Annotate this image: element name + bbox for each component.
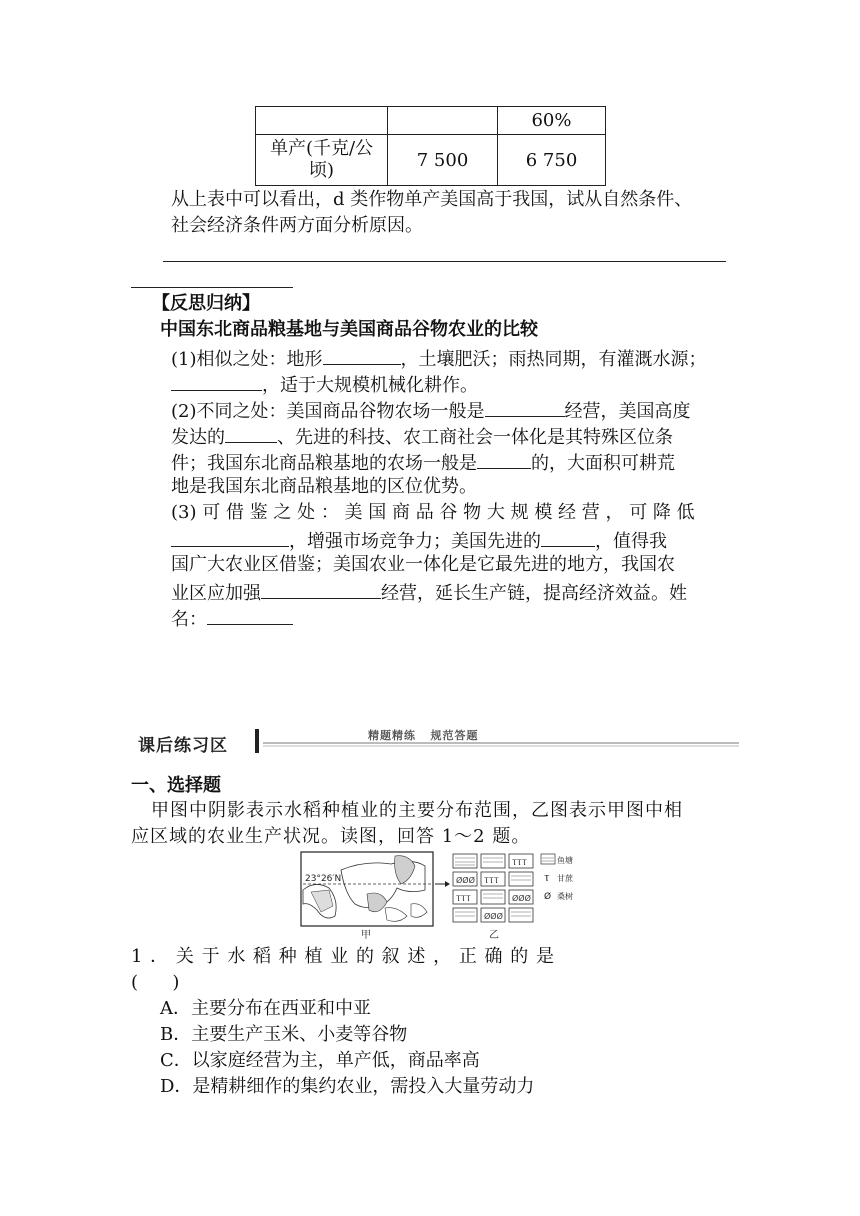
text-span: 、先进的科技、农工商社会一体化是其特殊区位条 <box>277 427 673 448</box>
reflection-line <box>171 578 687 607</box>
section-label: 课后练习区 <box>138 736 228 756</box>
reflection-line: (3) 可 借 鉴 之 处 ： 美 国 商 品 谷 物 大 规 模 经 营 ， 可 降 低 <box>171 502 695 523</box>
svg-text:ⲦⲦⲦ: ⲦⲦⲦ <box>512 858 527 867</box>
reflection-line <box>171 448 675 477</box>
text-span: 经营，美国高度 <box>564 401 691 422</box>
text-span: ，值得我 <box>595 531 667 552</box>
crop-yield-table <box>255 106 606 186</box>
fill-blank[interactable] <box>477 448 531 469</box>
name-blank[interactable] <box>207 604 293 625</box>
yield-label-line2: 顷) <box>308 160 335 181</box>
text-span: ，适于大规模机械化耕作。 <box>262 375 478 396</box>
svg-text:ⲦⲦⲦ: ⲦⲦⲦ <box>456 894 471 903</box>
answer-line <box>131 287 293 288</box>
reflection-line <box>171 396 691 425</box>
banner-divider <box>255 729 259 753</box>
option-b[interactable]: B．主要生产玉米、小麦等谷物 <box>160 1024 408 1045</box>
section-tagline: 精题精练 规范答题 <box>368 729 479 742</box>
grid-yi <box>453 854 533 922</box>
table-row <box>256 107 606 135</box>
caption-yi: 乙 <box>489 930 499 941</box>
yield-label-line1: 单产(千克/公 <box>269 138 374 159</box>
fill-blank[interactable] <box>541 526 595 547</box>
yield-value-usa: 6 750 <box>498 135 606 186</box>
reflection-title: 中国东北商品粮基地与美国商品谷物农业的比较 <box>160 319 538 340</box>
arrow-head-icon <box>445 881 450 887</box>
table-cell <box>256 107 388 135</box>
option-c[interactable]: C．以家庭经营为主，单产低，商品率高 <box>160 1050 480 1071</box>
question-line: 社会经济条件两方面分析原因。 <box>171 215 423 236</box>
legend-label: 桑树 <box>557 892 573 901</box>
fill-blank[interactable] <box>485 396 565 417</box>
lat-label: 23°26′N <box>305 874 342 884</box>
text-span: (1)相似之处：地形 <box>171 349 323 370</box>
svg-text:ØØØ: ØØØ <box>512 894 531 903</box>
text-span: 发达的 <box>171 427 225 448</box>
yield-label-cell <box>256 135 388 186</box>
fill-blank[interactable] <box>261 578 381 599</box>
reflection-line <box>171 422 673 451</box>
mulberry-icon: Ø <box>544 892 552 902</box>
question-line: 从上表中可以看出，d 类作物单产美国高于我国，试从自然条件、 <box>171 189 693 210</box>
fill-blank[interactable] <box>171 526 289 547</box>
svg-text:ØØØ: ØØØ <box>456 876 475 885</box>
text-span: 经营，延长生产链，提高经济效益。姓 <box>381 583 687 604</box>
fill-blank[interactable] <box>225 422 277 443</box>
reflection-line <box>171 526 667 555</box>
question-stem: 1 ． 关 于 水 稻 种 植 业 的 叙 述 ， 正 确 的 是 <box>131 946 555 967</box>
intro-line: 甲图中阴影表示水稻种植业的主要分布范围，乙图表示甲图中相 <box>151 800 683 821</box>
part-heading: 一、选择题 <box>131 775 221 796</box>
text-span: ，增强市场竞争力；美国先进的 <box>289 531 541 552</box>
yield-value-china: 7 500 <box>388 135 498 186</box>
sugarcane-icon: Ⲧ <box>544 874 550 884</box>
table-row <box>256 135 606 186</box>
figure-rice-map <box>295 850 585 942</box>
reflection-line: 地是我国东北商品粮基地的区位优势。 <box>171 476 477 497</box>
reflection-line: 国广大农业区借鉴；美国农业一体化是它最先进的地方，我国农 <box>171 554 675 575</box>
legend-label: 甘蔗 <box>557 874 573 883</box>
text-span: 的，大面积可耕荒 <box>531 453 675 474</box>
svg-text:ⲦⲦⲦ: ⲦⲦⲦ <box>484 876 499 885</box>
table-cell <box>388 107 498 135</box>
text-span: (2)不同之处：美国商品谷物农场一般是 <box>171 401 485 422</box>
fill-blank[interactable] <box>323 344 401 365</box>
reflection-heading: 【反思归纳】 <box>152 293 260 314</box>
map-jia <box>301 852 433 926</box>
svg-text:ØØØ: ØØØ <box>484 912 503 921</box>
answer-paren[interactable]: ( ) <box>131 972 180 993</box>
text-span: 件；我国东北商品粮基地的农场一般是 <box>171 453 477 474</box>
option-a[interactable]: A．主要分布在西亚和中亚 <box>160 998 371 1019</box>
caption-jia: 甲 <box>361 930 371 941</box>
reflection-line <box>171 344 707 373</box>
text-span: ，土壤肥沃；雨热同期，有灌溉水源； <box>400 349 707 370</box>
fishpond-icon <box>541 854 555 864</box>
reflection-line <box>171 604 293 633</box>
reflection-line <box>171 370 478 399</box>
intro-line: 应区域的农业生产状况。读图，回答 1～2 题。 <box>131 826 531 847</box>
text-span: 名： <box>171 609 207 630</box>
fill-blank[interactable] <box>171 370 262 391</box>
option-d[interactable]: D．是精耕细作的集约农业，需投入大量劳动力 <box>160 1076 535 1097</box>
answer-line <box>163 261 726 262</box>
legend <box>541 854 574 902</box>
text-span: 业区应加强 <box>171 583 261 604</box>
legend-label: 鱼塘 <box>557 856 573 865</box>
table-cell: 60% <box>498 107 606 135</box>
